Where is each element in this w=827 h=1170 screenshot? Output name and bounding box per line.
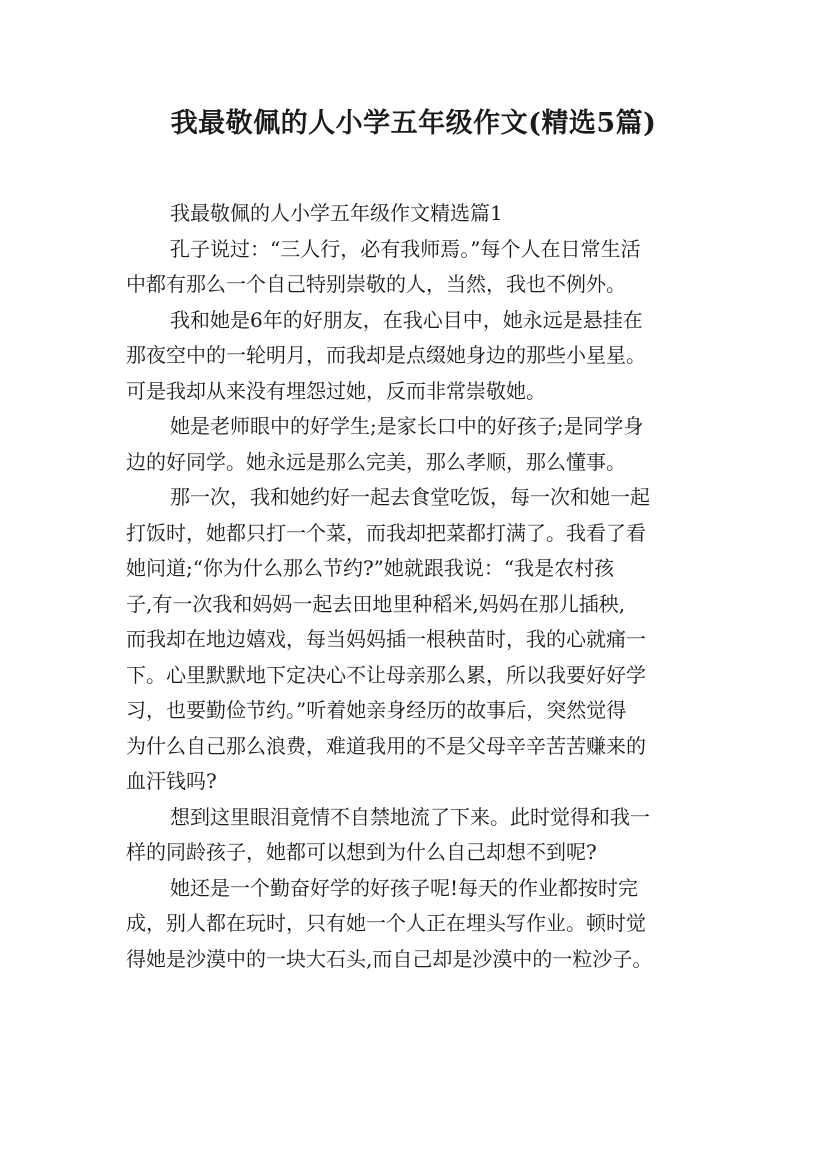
- text-line: 她是老师眼中的好学生;是家长口中的好孩子;是同学身: [170, 414, 644, 438]
- text-line: 而我却在地边嬉戏，每当妈妈插一根秧苗时，我的心就痛一: [126, 627, 646, 651]
- article-body: [126, 196, 706, 977]
- text-line: 她还是一个勤奋好学的好孩子呢!每天的作业都按时完: [170, 875, 639, 900]
- text-line: 想到这里眼泪竟情不自禁地流了下来。此时觉得和我一: [170, 804, 650, 829]
- text-line: 可是我却从来没有埋怨过她，反而非常崇敬她。: [126, 378, 546, 403]
- text-line: 成，别人都在玩时，只有她一个人正在埋头写作业。顿时觉: [126, 911, 646, 935]
- text-line: 我和她是6年的好朋友，在我心目中，她永远是悬挂在: [170, 307, 643, 332]
- text-line: 打饭时，她都只打一个菜，而我却把菜都打满了。我看了看: [126, 520, 646, 545]
- text-line: 下。心里默默地下定决心不让母亲那么累，所以我要好好学: [126, 662, 646, 687]
- text-line: 中都有那么一个自己特别崇敬的人，当然，我也不例外。: [126, 272, 626, 296]
- text-line: 为什么自己那么浪费，难道我用的不是父母辛辛苦苦赚来的: [126, 733, 646, 758]
- text-line: 那一次，我和她约好一起去食堂吃饭，每一次和她一起: [170, 485, 650, 509]
- text-line: 习，也要勤俭节约。”听着她亲身经历的故事后，突然觉得: [126, 698, 627, 722]
- text-line: 样的同龄孩子，她都可以想到为什么自己却想不到呢?: [126, 840, 597, 864]
- text-line: 边的好同学。她永远是那么完美，那么孝顺，那么懂事。: [126, 449, 626, 474]
- text-line: 子,有一次我和妈妈一起去田地里种稻米,妈妈在那儿插秧,: [126, 591, 626, 616]
- document-title: 我最敬佩的人小学五年级作文(精选5篇): [170, 108, 657, 139]
- text-line: 那夜空中的一轮明月，而我却是点缀她身边的那些小星星。: [126, 343, 646, 367]
- text-line: 孔子说过：“三人行，必有我师焉。”每个人在日常生活: [170, 236, 641, 261]
- text-line: 得她是沙漠中的一块大石头,而自己却是沙漠中的一粒沙子。: [126, 946, 653, 971]
- text-line: 她问道;“你为什么那么节约?”她就跟我说：“我是农村孩: [126, 556, 615, 580]
- section-heading: 我最敬佩的人小学五年级作文精选篇1: [170, 201, 503, 225]
- text-line: 血汗钱吗?: [126, 769, 217, 793]
